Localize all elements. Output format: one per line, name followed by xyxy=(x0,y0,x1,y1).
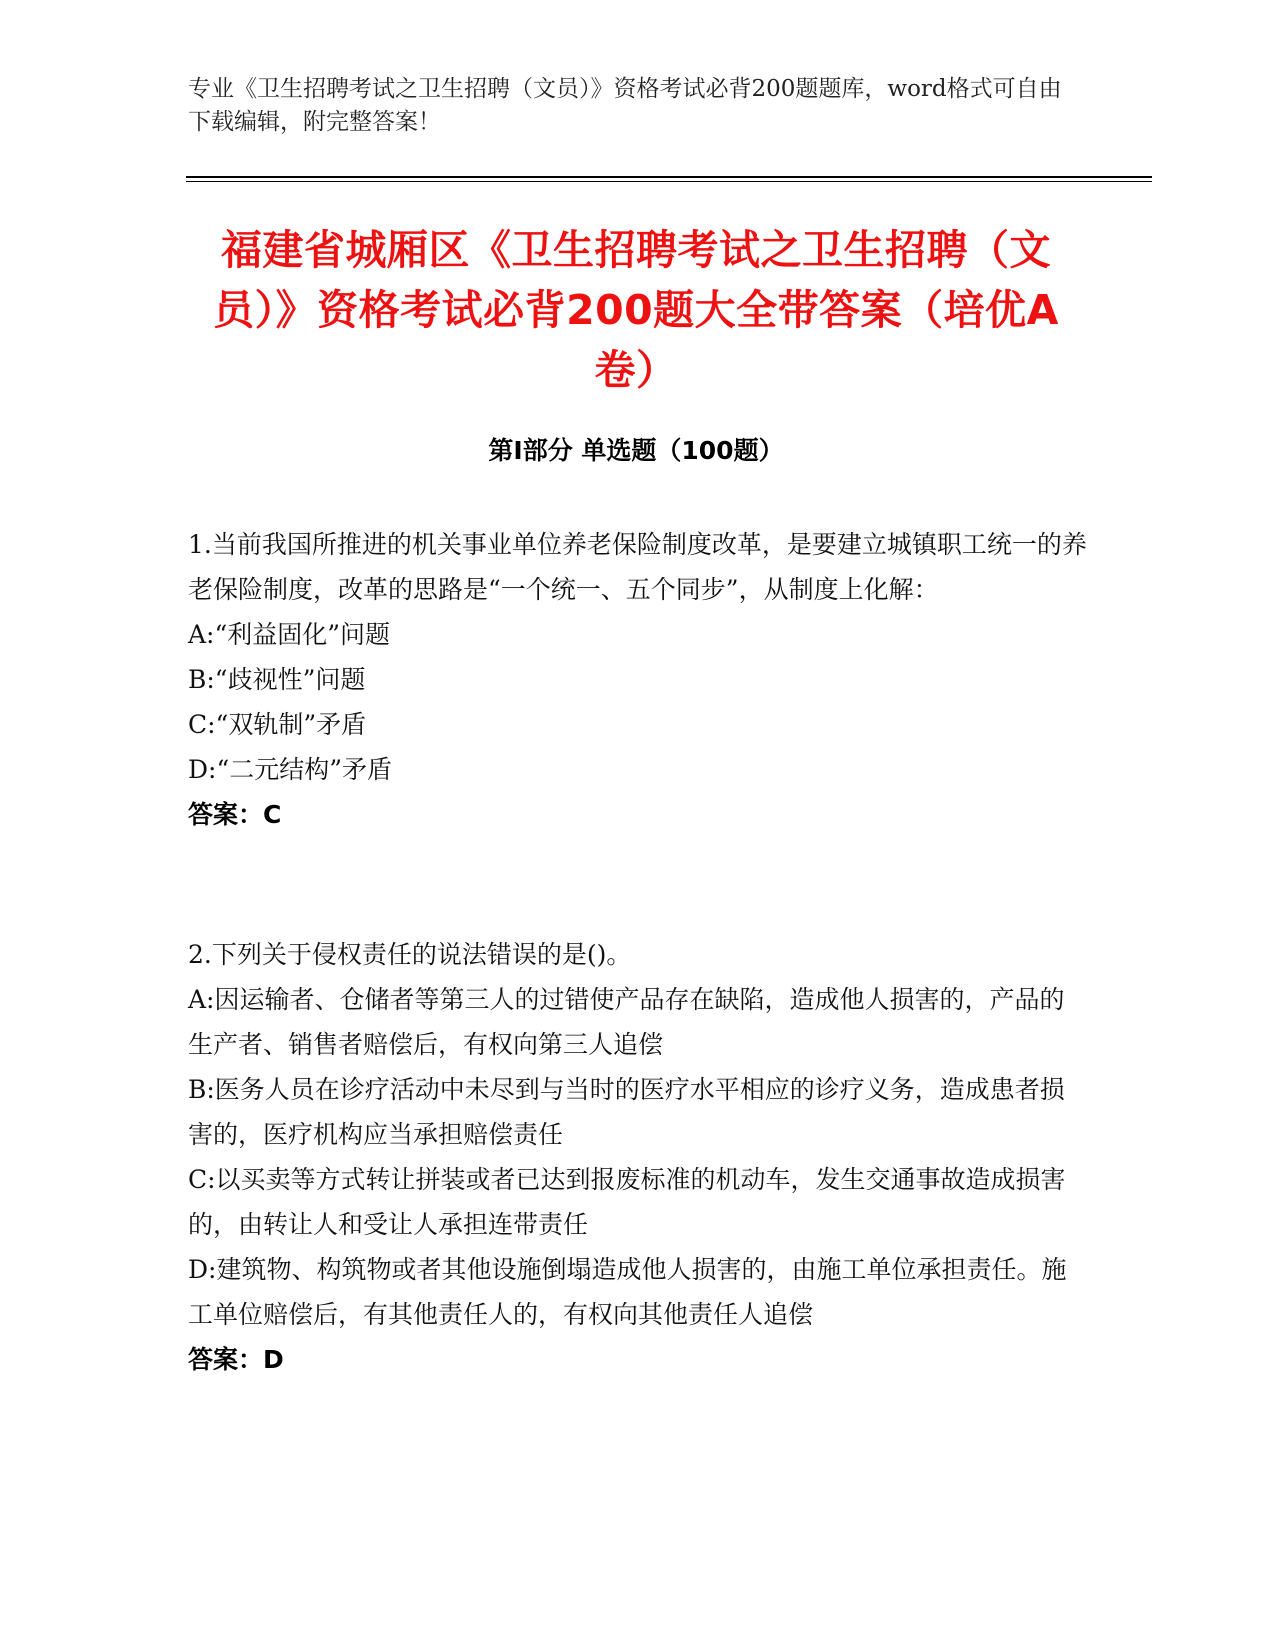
option-c: C:“双轨制”矛盾 xyxy=(188,710,367,739)
option-b: B:医务人员在诊疗活动中未尽到与当时的医疗水平相应的诊疗义务，造成患者损害的，医疗机构应当承担赔偿责任 xyxy=(188,1075,1065,1149)
answer-line: 答案：D xyxy=(188,1345,284,1374)
document-title: 福建省城厢区《卫生招聘考试之卫生招聘（文员）》资格考试必背200题大全带答案（培优A卷） xyxy=(213,226,1059,394)
option-d: D:“二元结构”矛盾 xyxy=(188,755,393,784)
option-d: D:建筑物、构筑物或者其他设施倒塌造成他人损害的，由施工单位承担责任。施工单位赔偿后，有其他责任人的，有权向其他责任人追偿 xyxy=(188,1255,1067,1329)
option-a: A:因运输者、仓储者等第三人的过错使产品存在缺陷，造成他人损害的，产品的生产者、销售者赔偿后，有权向第三人追偿 xyxy=(188,985,1065,1059)
section-heading: 第Ⅰ部分 单选题（100题） xyxy=(488,436,784,465)
answer-line: 答案：C xyxy=(188,800,282,829)
question-stem: 1.当前我国所推进的机关事业单位养老保险制度改革，是要建立城镇职工统一的养老保险制度，改革的思路是“一个统一、五个同步”，从制度上化解： xyxy=(188,530,1087,604)
question-block xyxy=(188,932,1088,1382)
option-a: A:“利益固化”问题 xyxy=(188,620,391,649)
header-note: 专业《卫生招聘考试之卫生招聘（文员）》资格考试必背200题题库，word格式可自由下载编辑，附完整答案！ xyxy=(188,76,1062,135)
header-rule-thick xyxy=(186,176,1152,178)
header-rule-thin xyxy=(186,181,1152,182)
question-stem: 2.下列关于侵权责任的说法错误的是()。 xyxy=(188,940,632,969)
option-b: B:“歧视性”问题 xyxy=(188,665,366,694)
question-block xyxy=(188,522,1088,837)
option-c: C:以买卖等方式转让拼装或者已达到报废标准的机动车，发生交通事故造成损害的，由转让人和受让人承担连带责任 xyxy=(188,1165,1066,1239)
